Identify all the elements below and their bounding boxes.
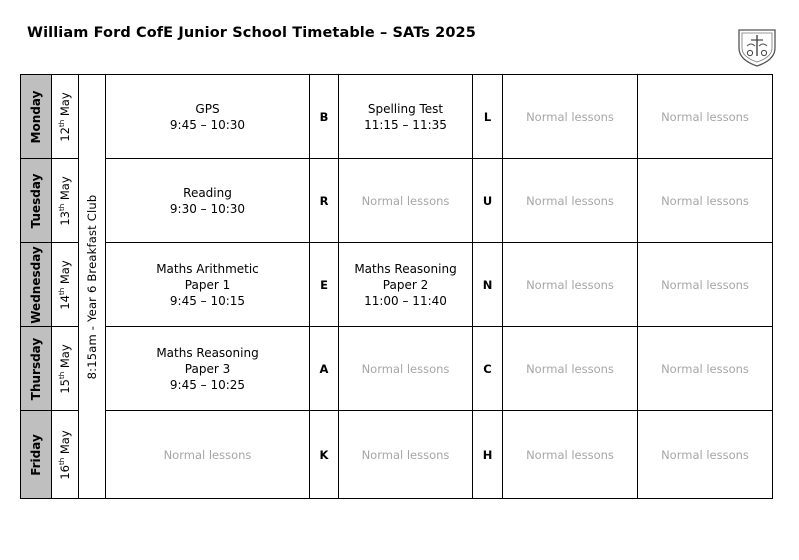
timetable-row xyxy=(21,75,773,159)
normal-lessons: Normal lessons xyxy=(638,243,773,327)
break-letter: B xyxy=(310,75,339,159)
lunch-letter: U xyxy=(473,159,503,243)
day-cell xyxy=(21,75,52,159)
normal-lessons: Normal lessons xyxy=(503,75,638,159)
normal-lessons: Normal lessons xyxy=(503,243,638,327)
date-label: 12th May xyxy=(58,91,72,142)
date-cell xyxy=(52,411,79,499)
timetable-row xyxy=(21,159,773,243)
exam-session: Reading 9:30 – 10:30 xyxy=(106,159,310,243)
normal-lessons: Normal lessons xyxy=(339,159,473,243)
lunch-letter: L xyxy=(473,75,503,159)
day-label: Tuesday xyxy=(29,173,43,228)
normal-lessons: Normal lessons xyxy=(638,159,773,243)
exam-session: Maths Reasoning Paper 3 9:45 – 10:25 xyxy=(106,327,310,411)
timetable-row xyxy=(21,243,773,327)
normal-lessons: Normal lessons xyxy=(638,411,773,499)
day-cell xyxy=(21,243,52,327)
normal-lessons: Normal lessons xyxy=(339,411,473,499)
date-cell xyxy=(52,75,79,159)
day-cell xyxy=(21,411,52,499)
date-label: 13th May xyxy=(58,175,72,226)
day-label: Wednesday xyxy=(29,245,43,324)
page-title: William Ford CofE Junior School Timetable – SATs 2025 xyxy=(27,25,476,41)
date-label: 15th May xyxy=(58,343,72,394)
timetable xyxy=(20,74,773,499)
day-label: Monday xyxy=(29,90,43,143)
exam-session: Spelling Test 11:15 – 11:35 xyxy=(339,75,473,159)
normal-lessons: Normal lessons xyxy=(503,159,638,243)
day-cell xyxy=(21,159,52,243)
normal-lessons: Normal lessons xyxy=(339,327,473,411)
breakfast-club-label: 8:15am - Year 6 Breakfast Club xyxy=(85,194,99,379)
normal-lessons: Normal lessons xyxy=(503,411,638,499)
break-letter: R xyxy=(310,159,339,243)
break-letter: A xyxy=(310,327,339,411)
exam-session: Maths Arithmetic Paper 1 9:45 – 10:15 xyxy=(106,243,310,327)
school-crest-icon xyxy=(735,26,779,68)
date-cell xyxy=(52,243,79,327)
timetable-row xyxy=(21,327,773,411)
lunch-letter: C xyxy=(473,327,503,411)
date-cell xyxy=(52,159,79,243)
exam-session: Maths Reasoning Paper 2 11:00 – 11:40 xyxy=(339,243,473,327)
normal-lessons: Normal lessons xyxy=(503,327,638,411)
date-label: 14th May xyxy=(58,259,72,310)
exam-session: GPS 9:45 – 10:30 xyxy=(106,75,310,159)
timetable-row xyxy=(21,411,773,499)
normal-lessons: Normal lessons xyxy=(638,327,773,411)
normal-lessons: Normal lessons xyxy=(638,75,773,159)
break-letter: E xyxy=(310,243,339,327)
break-letter: K xyxy=(310,411,339,499)
lunch-letter: N xyxy=(473,243,503,327)
day-label: Friday xyxy=(29,433,43,476)
breakfast-club-cell xyxy=(79,75,106,499)
day-cell xyxy=(21,327,52,411)
date-cell xyxy=(52,327,79,411)
lunch-letter: H xyxy=(473,411,503,499)
date-label: 16th May xyxy=(58,429,72,480)
day-label: Thursday xyxy=(29,337,43,400)
normal-lessons: Normal lessons xyxy=(106,411,310,499)
